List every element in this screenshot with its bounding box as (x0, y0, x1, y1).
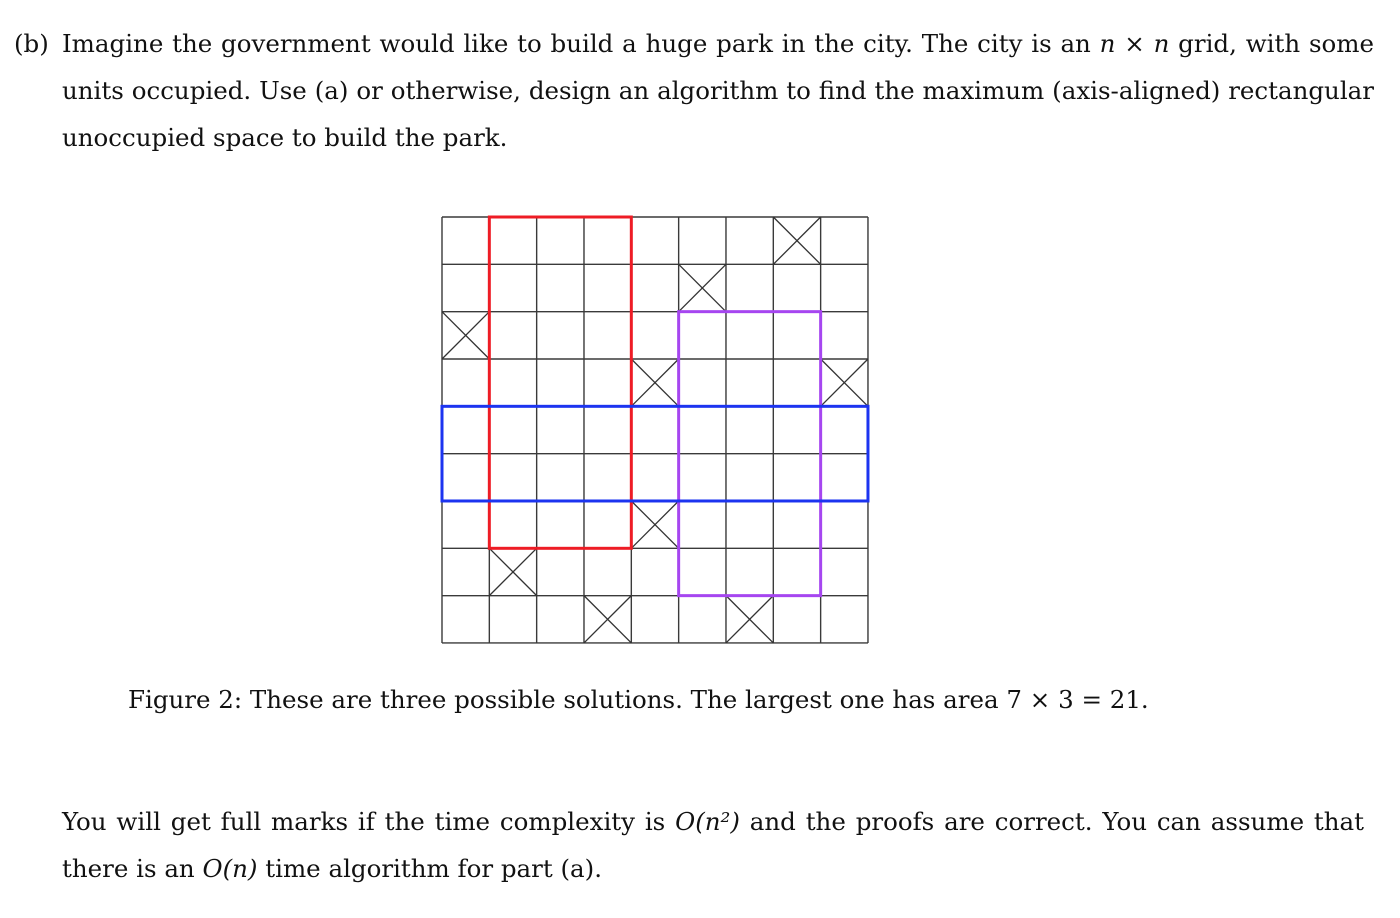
occupied-cell-x-mark (679, 264, 726, 311)
part-label: (b) (14, 29, 49, 58)
closing-text-3: time algorithm for part (a). (257, 854, 603, 883)
problem-text-2: grid, with some units occupied. Use (a) or otherwise, design an algorithm to find the maximum (axis-aligned) rectangular unoccupied space to build the park. (62, 29, 1374, 152)
grading-note (62, 798, 1364, 892)
complexity-n-squared: O(n²) (675, 807, 740, 836)
occupied-cell-x-mark (631, 501, 678, 548)
closing-text-2: and the proofs are correct. You can assume that there is an (62, 807, 1365, 883)
occupied-cell-x-mark (631, 359, 678, 406)
occupied-cell-x-mark (442, 312, 489, 359)
solution-rectangle (489, 217, 631, 548)
problem-text-1: Imagine the government would like to build a huge park in the city. The city is an (62, 29, 1100, 58)
closing-text-1: You will get full marks if the time complexity is (62, 807, 676, 836)
occupied-cell-x-mark (726, 596, 773, 643)
occupied-cells (442, 217, 868, 643)
figure-caption: Figure 2: These are three possible solutions. The largest one has area 7 × 3 = 21. (128, 685, 1149, 714)
math-times: × (1115, 29, 1154, 58)
solution-rectangles (442, 217, 868, 596)
complexity-n: O(n) (202, 854, 258, 883)
occupied-cell-x-mark (821, 359, 868, 406)
occupied-cell-x-mark (584, 596, 631, 643)
occupied-cell-x-mark (489, 548, 536, 595)
math-n-2: n (1153, 29, 1170, 58)
occupied-cell-x-mark (773, 217, 820, 264)
math-n: n (1099, 29, 1116, 58)
